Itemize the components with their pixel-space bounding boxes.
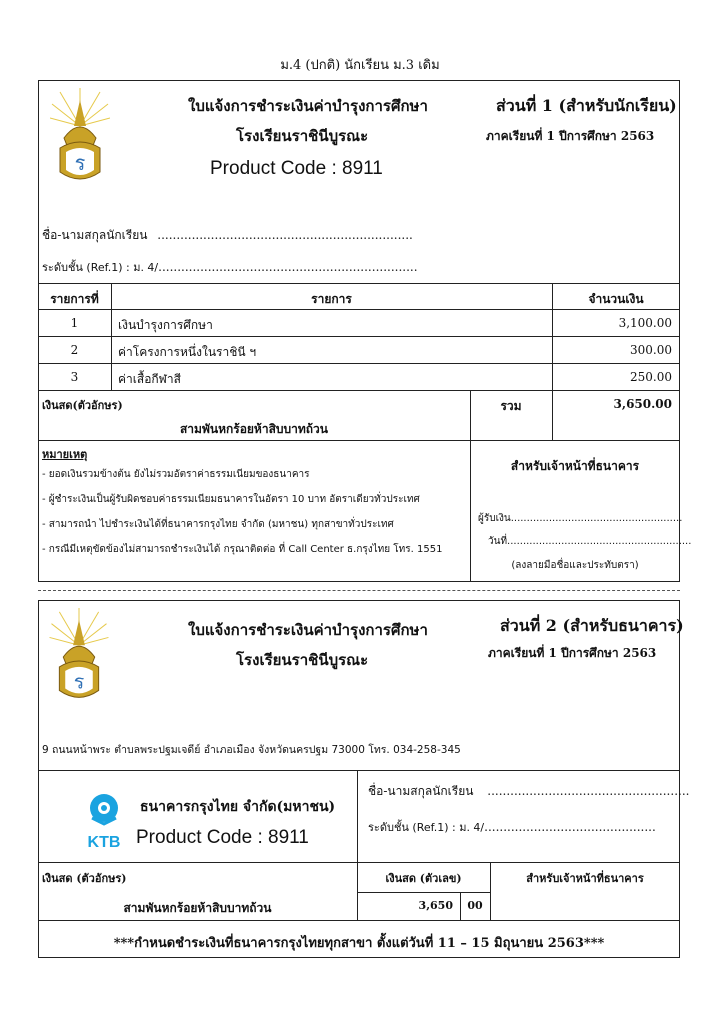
total-label: รวม	[500, 399, 522, 413]
cash-words: สามพันหกร้อยห้าสิบบาทถ้วน	[179, 422, 328, 436]
svg-text:ร: ร	[74, 151, 86, 175]
receiver-field[interactable]: ......................................................	[510, 513, 683, 524]
amount-satang: 00	[467, 899, 483, 912]
part2-class-field[interactable]: .............................................	[484, 820, 656, 834]
school-emblem-icon	[50, 86, 110, 198]
table-row-amount: 3,100.00	[618, 316, 672, 330]
cash-number-label: เงินสด (ตัวเลข)	[385, 872, 462, 885]
cut-line	[38, 590, 680, 591]
student-name-field[interactable]: ...................................................................	[157, 228, 413, 242]
table-row-item: ค่าโครงการหนึ่งในราชินี ฯ	[118, 345, 257, 359]
total-amount: 3,650.00	[613, 397, 672, 411]
col-header-amount: จำนวนเงิน	[588, 292, 644, 306]
table-row-item: ค่าเสื้อกีฬาสี	[118, 372, 181, 386]
col-header-item: รายการ	[311, 292, 352, 306]
part2-part-label: ส่วนที่ 2 (สำหรับธนาคาร)	[500, 616, 684, 635]
cash-words-label: เงินสด(ตัวอักษร)	[42, 399, 123, 412]
part2-bank-officer-label: สำหรับเจ้าหน้าที่ธนาคาร	[526, 872, 644, 885]
bank-officer-title: สำหรับเจ้าหน้าที่ธนาคาร	[510, 459, 640, 473]
part2-cash-words: สามพันหกร้อยห้าสิบบาทถ้วน	[123, 901, 272, 915]
note-item: - สามารถนำ ไปชำระเงินได้ที่ธนาคารกรุงไทย จำกัด (มหาชน) ทุกสาขาทั่วประเทศ	[42, 519, 394, 530]
date-line: วันที่..........................................................	[488, 536, 692, 547]
part1-title: ใบแจ้งการชำระเงินค่าบำรุงการศึกษา	[188, 97, 428, 115]
bank-name: ธนาคารกรุงไทย จำกัด(มหาชน)	[140, 799, 336, 815]
ktb-logo-icon	[82, 792, 126, 850]
part2-school: โรงเรียนราชินีบูรณะ	[236, 651, 369, 669]
part2-student-name-field[interactable]: .....................................................	[487, 784, 690, 798]
class-line: ระดับชั้น (Ref.1) : ม. 4/....................................................................	[42, 260, 418, 274]
table-row-no: 3	[70, 370, 79, 384]
part2-product-code: Product Code : 8911	[136, 827, 309, 848]
note-item: - ผู้ชำระเงินเป็นผู้รับผิดชอบค่าธรรมเนียมธนาคารในอัตรา 10 บาท อัตราเดียวทั่วประเทศ	[42, 494, 420, 505]
school-address: 9 ถนนหน้าพระ ตำบลพระปฐมเจดีย์ อำเภอเมือง จังหวัดนครปฐม 73000 โทร. 034-258-345	[42, 744, 461, 756]
note-item: - ยอดเงินรวมข้างต้น ยังไม่รวมอัตราค่าธรรมเนียมของธนาคาร	[42, 469, 310, 480]
student-name-line: ชื่อ-นามสกุลนักเรียน ...................................................................	[42, 228, 413, 242]
col-header-no: รายการที่	[50, 292, 99, 306]
sign-note: (ลงลายมือชื่อและประทับตรา)	[511, 560, 639, 571]
part2-student-name-line: ชื่อ-นามสกุลนักเรียน .....................................................	[368, 784, 690, 798]
amount-baht: 3,650	[418, 899, 453, 912]
part2-term: ภาคเรียนที่ 1 ปีการศึกษา 2563	[488, 646, 657, 660]
school-emblem-icon	[46, 606, 112, 716]
table-row-amount: 300.00	[630, 343, 672, 357]
part2-title: ใบแจ้งการชำระเงินค่าบำรุงการศึกษา	[188, 621, 428, 639]
note-item: - กรณีมีเหตุขัดข้องไม่สามารถชำระเงินได้ กรุณาติดต่อ ที่ Call Center ธ.กรุงไทย โทร. 1551	[42, 544, 443, 555]
part2-cash-words-label: เงินสด (ตัวอักษร)	[42, 872, 127, 885]
svg-text:KTB: KTB	[87, 834, 121, 850]
notes-title: หมายเหตุ	[42, 448, 88, 461]
table-row-no: 1	[70, 316, 79, 330]
table-row-amount: 250.00	[630, 370, 672, 384]
table-row-item: เงินบำรุงการศึกษา	[118, 318, 213, 332]
svg-text:ร: ร	[73, 670, 85, 694]
part1-school: โรงเรียนราชินีบูรณะ	[236, 127, 369, 145]
date-field[interactable]: ..........................................................	[507, 536, 692, 547]
part2-class-line: ระดับชั้น (Ref.1) : ม. 4/.............................................	[368, 820, 656, 834]
class-field[interactable]: ....................................................................	[158, 260, 418, 274]
part1-part-label: ส่วนที่ 1 (สำหรับนักเรียน)	[496, 96, 677, 115]
top-label: ม.4 (ปกติ) นักเรียน ม.3 เดิม	[280, 58, 440, 73]
part1-term: ภาคเรียนที่ 1 ปีการศึกษา 2563	[486, 129, 655, 143]
table-row-no: 2	[70, 343, 79, 357]
part1-product-code: Product Code : 8911	[210, 158, 383, 179]
receiver-line: ผู้รับเงิน......................................................	[478, 513, 683, 524]
payment-deadline: ***กำหนดชำระเงินที่ธนาคารกรุงไทยทุกสาขา ตั้งแต่วันที่ 11 – 15 มิถุนายน 2563***	[113, 936, 605, 951]
